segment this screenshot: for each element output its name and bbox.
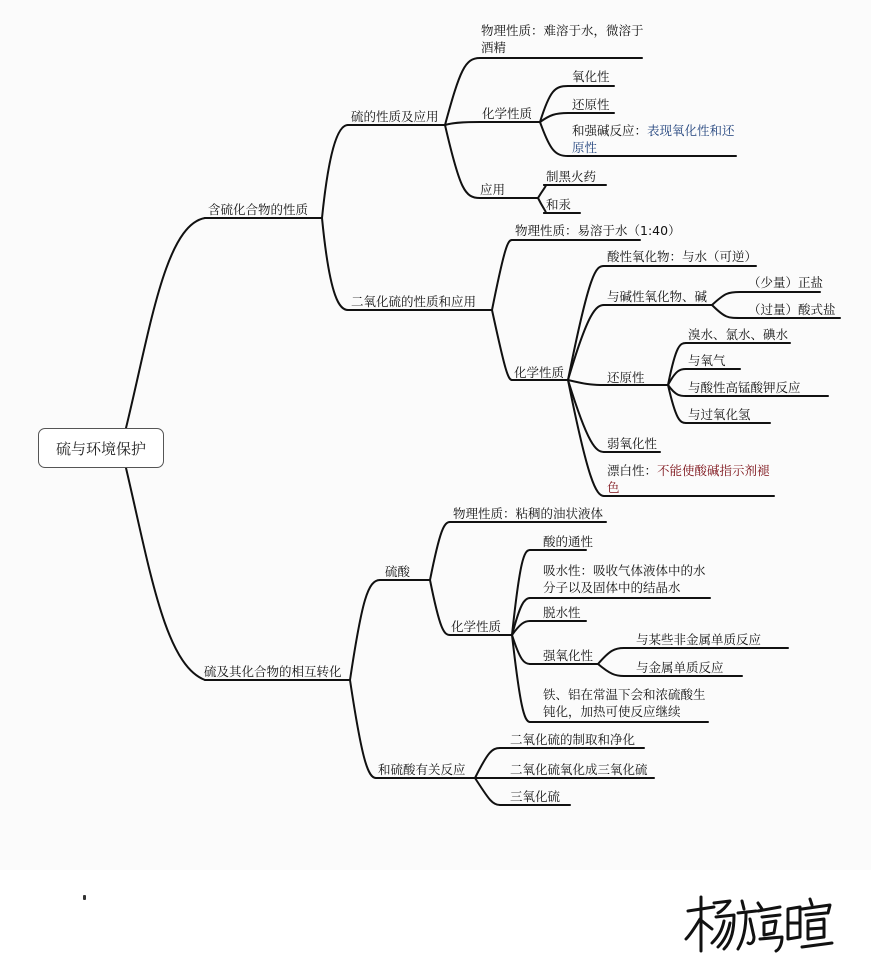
branch-sulfur-conversion: 硫及其化合物的相互转化 <box>204 664 342 679</box>
node-so2-preparation: 二氧化硫的制取和净化 <box>510 732 636 747</box>
node-so2-properties: 二氧化硫的性质和应用 <box>351 294 477 309</box>
node-so2-chemical: 化学性质 <box>514 365 565 380</box>
node-h2so4-passivation: 铁、铝在常温下会和浓硫酸生钝化，加热可使反应继续 <box>543 687 706 719</box>
strong-base-label: 和强碱反应： <box>572 123 648 138</box>
node-sulfur-chemical: 化学性质 <box>482 106 533 121</box>
node-sulfur-properties: 硫的性质及应用 <box>351 109 439 124</box>
node-h2so4-physical: 物理性质：粘稠的油状液体 <box>453 506 604 521</box>
node-sulfur-oxidizing: 氧化性 <box>572 69 610 84</box>
node-h2so4-chemical: 化学性质 <box>451 619 502 634</box>
node-so3: 三氧化硫 <box>510 789 561 804</box>
node-h2so4-nonmetal: 与某些非金属单质反应 <box>636 632 762 647</box>
node-sulfur-strong-base <box>572 122 738 156</box>
branch-sulfur-compounds-properties: 含硫化合物的性质 <box>208 202 309 217</box>
node-so2-weak-oxidizing: 弱氧化性 <box>607 436 658 451</box>
node-so2-normal-salt: （少量）正盐 <box>748 275 824 290</box>
node-so2-oxygen: 与氧气 <box>688 353 726 368</box>
node-h2so4-acidic: 酸的通性 <box>543 534 594 549</box>
node-h2so4-strong-oxidizing: 强氧化性 <box>543 648 594 663</box>
node-so2-h2o2: 与过氧化氢 <box>688 407 751 422</box>
node-sulfur-physical: 物理性质：难溶于水，微溶于酒精 <box>481 23 644 55</box>
node-gunpowder: 制黑火药 <box>546 169 597 184</box>
node-so2-to-so3: 二氧化硫氧化成三氧化硫 <box>510 762 648 777</box>
root-node: 硫与环境保护 <box>38 428 164 468</box>
node-so2-reducing: 还原性 <box>607 370 645 385</box>
strong-base-note: 表现氧化性和还原性 <box>572 123 735 155</box>
handwritten-signature <box>684 893 834 957</box>
node-h2so4-reactions: 和硫酸有关反应 <box>378 762 466 777</box>
bleaching-label: 漂白性： <box>607 463 658 478</box>
node-so2-halogen-water: 溴水、氯水、碘水 <box>688 327 789 342</box>
node-sulfuric-acid: 硫酸 <box>385 564 411 579</box>
node-sulfur-application: 应用 <box>480 182 506 197</box>
node-h2so4-metal: 与金属单质反应 <box>636 660 724 675</box>
node-so2-physical: 物理性质：易溶于水（1:40） <box>515 223 681 238</box>
bleaching-note: 不能使酸碱指示剂褪色 <box>607 463 770 495</box>
node-h2so4-water-absorbing: 吸水性：吸收气体液体中的水分子以及固体中的结晶水 <box>543 563 706 595</box>
ink-dot <box>83 895 86 900</box>
node-so2-acid-salt: （过量）酸式盐 <box>748 302 836 317</box>
node-so2-acidic-oxide: 酸性氧化物：与水（可逆） <box>607 249 758 264</box>
node-mercury: 和汞 <box>546 197 572 212</box>
node-h2so4-dehydrating: 脱水性 <box>543 605 581 620</box>
node-so2-kmno4: 与酸性高锰酸钾反应 <box>688 380 801 395</box>
node-so2-bleaching <box>607 462 777 496</box>
node-so2-basic: 与碱性氧化物、碱 <box>607 289 708 304</box>
node-sulfur-reducing: 还原性 <box>572 97 610 112</box>
